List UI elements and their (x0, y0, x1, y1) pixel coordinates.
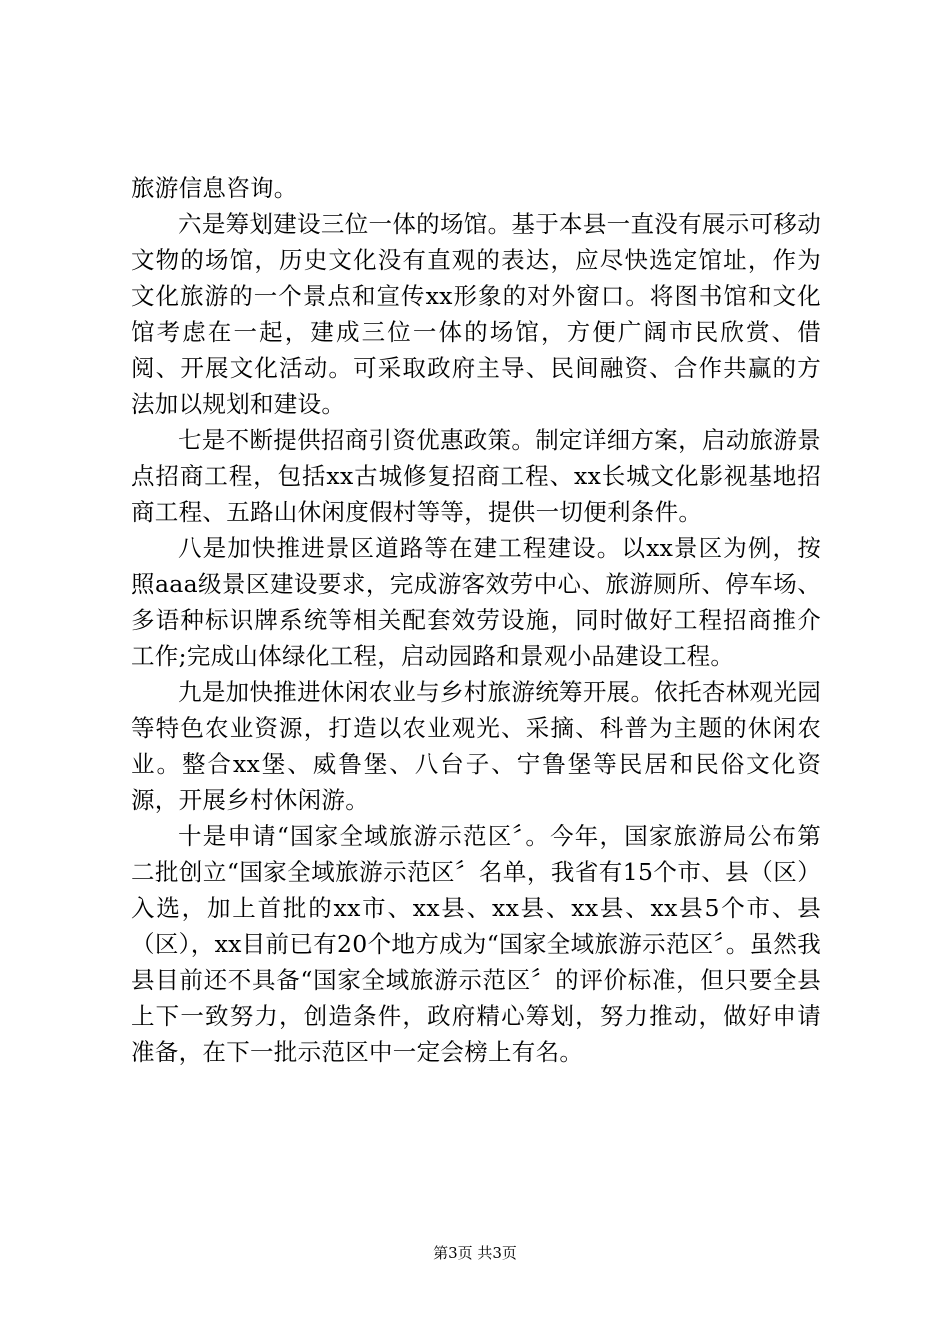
page-number: 第3页 共3页 (433, 1244, 517, 1262)
document-body (131, 170, 821, 1070)
paragraph-continuation: 旅游信息咨询。 (131, 174, 298, 202)
paragraph-item-10: 十是申请“国家全域旅游示范区〞。今年，国家旅游局公布第二批创立“国家全域旅游示范区〞名单，我省有15个市、县（区）入选，加上首批的xx市、xx县、xx县、xx县、xx县5个市、县（区），xx目前已有20个地方成为“国家全域旅游示范区〞。虽然我县目前还不具备“国家全域旅游示范区〞的评价标准，但只要全县上下一致努力，创造条件，政府精心筹划，努力推动，做好申请准备，在下一批示范区中一定会榜上有名。 (131, 822, 821, 1066)
paragraph-item-8: 八是加快推进景区道路等在建工程建设。以xx景区为例，按照aaa级景区建设要求，完成游客效劳中心、旅游厕所、停车场、多语种标识牌系统等相关配套效劳设施，同时做好工程招商推介工作;完成山体绿化工程，启动园路和景观小品建设工程。 (131, 534, 821, 670)
paragraph-item-6: 六是筹划建设三位一体的场馆。基于本县一直没有展示可移动文物的场馆，历史文化没有直观的表达，应尽快选定馆址，作为文化旅游的一个景点和宣传xx形象的对外窗口。将图书馆和文化馆考虑在一起，建成三位一体的场馆，方便广阔市民欣赏、借阅、开展文化活动。可采取政府主导、民间融资、合作共赢的方法加以规划和建设。 (131, 210, 821, 418)
page-footer (0, 1243, 950, 1263)
paragraph-item-9: 九是加快推进休闲农业与乡村旅游统筹开展。依托杏林观光园等特色农业资源，打造以农业观光、采摘、科普为主题的休闲农业。整合xx堡、威鲁堡、八台子、宁鲁堡等民居和民俗文化资源，开展乡村休闲游。 (131, 678, 821, 814)
paragraph-item-7: 七是不断提供招商引资优惠政策。制定详细方案，启动旅游景点招商工程，包括xx古城修复招商工程、xx长城文化影视基地招商工程、五路山休闲度假村等等，提供一切便利条件。 (131, 426, 821, 526)
